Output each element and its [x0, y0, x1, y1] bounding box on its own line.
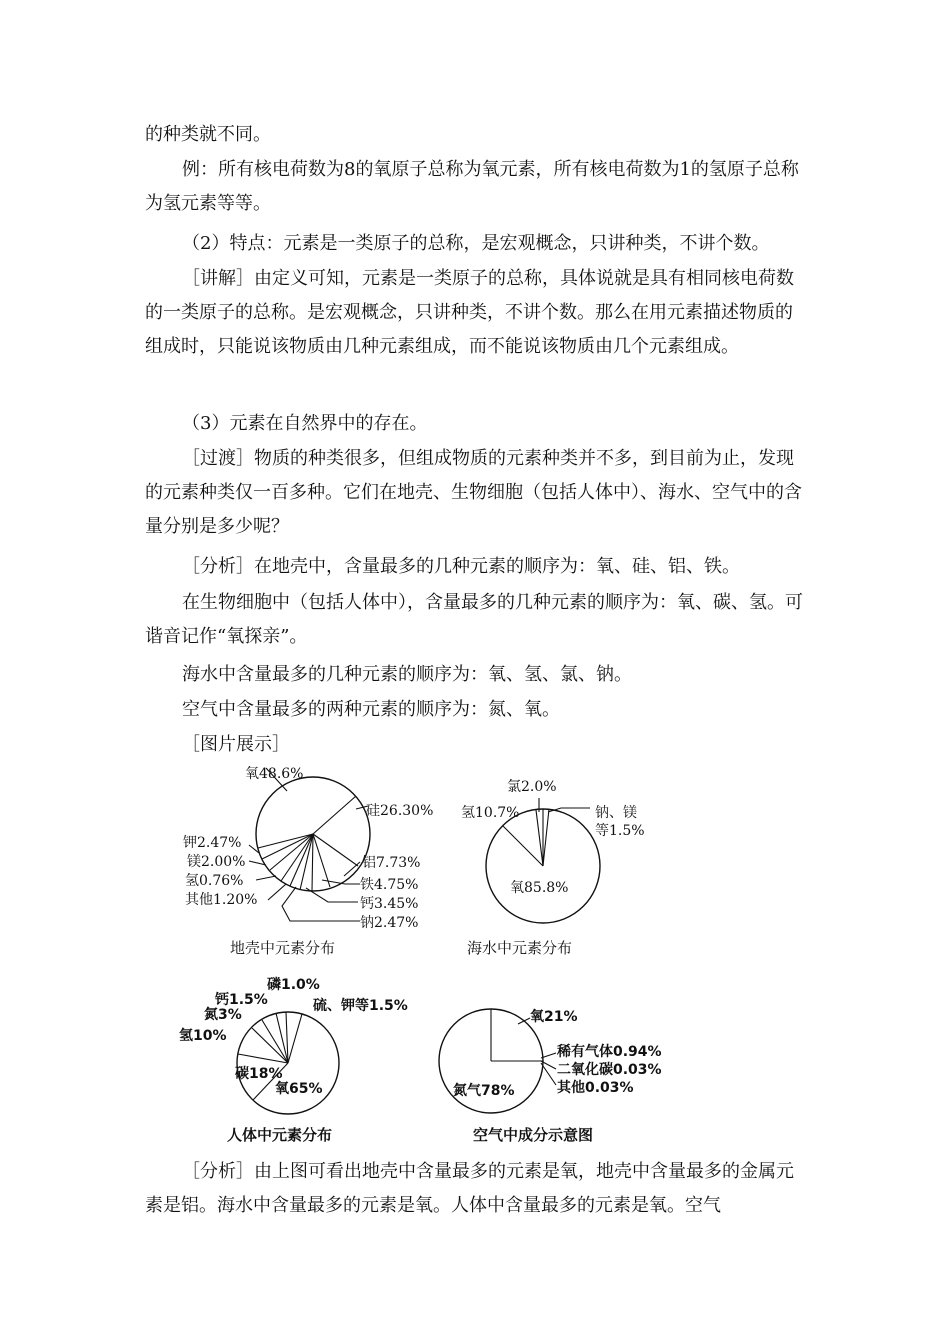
earth-label-si: 硅26.30% — [366, 803, 434, 819]
earth-crust-pie-circle — [256, 777, 370, 891]
sea-slice-line-4 — [543, 809, 549, 866]
paragraph-5: （3）元素在自然界中的存在。 — [182, 413, 428, 434]
sea-slice-line-1 — [503, 826, 543, 866]
earth-label-fe: 铁4.75% — [360, 877, 419, 893]
paragraph-2: 例：所有核电荷数为8的氧原子总称为氧元素，所有核电荷数为1的氢原子总称为氢元素等等。 — [145, 159, 799, 214]
paragraph-7: ［分析］在地壳中，含量最多的几种元素的顺序为：氧、硅、铝、铁。 — [182, 556, 740, 577]
body-slice-line-6 — [286, 1012, 288, 1063]
earth-label-k-leader — [249, 845, 259, 853]
human-body-title: 人体中元素分布 — [227, 1126, 333, 1144]
body-label-p: 磷1.0% — [267, 977, 320, 993]
earth-label-mg-leader — [249, 861, 266, 865]
paragraph-4: ［讲解］由定义可知，元素是一类原子的总称，具体说就是具有相同核电荷数的一类原子的总称。是宏观概念，只讲种类，不讲个数。那么在用元素描述物质的组成时，只能说该物质由几种元素组成，而不能说该物质由几个元素组成。 — [145, 268, 794, 357]
air-label-co2: 二氧化碳0.03% — [557, 1062, 662, 1078]
air-label-rare: 稀有气体0.94% — [557, 1044, 662, 1060]
body-label-s-k: 硫、钾等1.5% — [313, 998, 408, 1014]
paragraph-6: ［过渡］物质的种类很多，但组成物质的元素种类并不多，到目前为止，发现的元素种类仅一百多种。它们在地壳、生物细胞（包括人体中）、海水、空气中的含量分别是多少呢？ — [145, 448, 802, 537]
earth-label-h: 氢0.76% — [185, 873, 244, 889]
earth-label-ca-leader — [306, 888, 358, 902]
sea-label-na-line1: 钠、镁 — [595, 805, 637, 821]
earth-slice-al-fe-line — [313, 834, 330, 887]
body-label-h: 氢10% — [179, 1028, 227, 1044]
earth-slice-other-h-line — [281, 834, 313, 881]
sea-slice-line-2 — [536, 810, 543, 866]
earth-label-ca: 钙3.45% — [360, 896, 419, 912]
sea-label-o: 氧85.8% — [510, 880, 569, 896]
earth-slice-fe-ca-line — [312, 834, 313, 891]
air-title: 空气中成分示意图 — [473, 1126, 594, 1144]
earth-crust-title: 地壳中元素分布 — [230, 939, 336, 957]
sea-label-na-leader — [548, 808, 590, 812]
earth-label-na: 钠2.47% — [360, 915, 419, 931]
body-slice-line-3 — [252, 1028, 288, 1063]
paragraph-1: 的种类就不同。 — [145, 124, 271, 145]
body-label-n: 氮3% — [204, 1007, 242, 1023]
earth-slice-k-o-line — [258, 834, 313, 848]
sea-label-h: 氢10.7% — [461, 805, 520, 821]
body-slice-line-7 — [288, 1014, 302, 1063]
seawater-pie-circle — [486, 809, 600, 923]
closing-paragraph: ［分析］由上图可看出地壳中含量最多的元素是氧，地壳中含量最多的金属元素是铝。海水中含量最多的元素是氧。人体中含量最多的元素是氧。空气 — [145, 1161, 794, 1216]
paragraph-10: 空气中含量最多的两种元素的顺序为：氮、氧。 — [182, 699, 560, 720]
human-body-pie — [179, 976, 408, 1144]
air-label-other: 其他0.03% — [557, 1080, 634, 1096]
earth-label-al-leader — [344, 862, 360, 876]
earth-label-al: 铝7.73% — [362, 855, 421, 871]
earth-label-o: 氧48.6% — [245, 766, 304, 782]
body-slice-line-4 — [262, 1020, 288, 1063]
air-label-o2-leader — [518, 1018, 530, 1024]
earth-label-other: 其他1.20% — [185, 892, 258, 908]
air-label-o2: 氧21% — [530, 1009, 578, 1025]
body-slice-line-1 — [253, 1063, 288, 1100]
earth-label-si-leader — [356, 806, 368, 809]
earth-slice-h-mg-line — [270, 834, 313, 870]
air-label-rare-leader — [541, 1053, 556, 1058]
sea-label-na-line2: 等1.5% — [595, 823, 645, 839]
body-label-o: 氧65% — [275, 1081, 323, 1097]
earth-slice-o-si-line — [313, 796, 356, 834]
earth-label-na-leader — [282, 887, 360, 921]
earth-label-h-leader — [256, 876, 276, 880]
body-label-ca: 钙1.5% — [215, 992, 268, 1008]
earth-label-other-leader — [268, 884, 286, 900]
paragraph-8: 在生物细胞中（包括人体中），含量最多的几种元素的顺序为：氧、碳、氢。可谐音记作“氧探亲”。 — [145, 592, 803, 647]
earth-label-mg: 镁2.00% — [187, 854, 246, 870]
earth-label-o-leader — [266, 768, 287, 791]
paragraph-11: ［图片展示］ — [182, 734, 290, 755]
body-slice-line-2 — [238, 1054, 288, 1063]
earth-slice-ca-na-line — [300, 834, 313, 890]
human-body-pie-circle — [237, 1012, 339, 1114]
air-label-co2-leader — [541, 1061, 556, 1069]
body-slice-line-5 — [276, 1013, 288, 1063]
sea-label-cl: 氯2.0% — [507, 779, 557, 795]
earth-slice-mg-k-line — [262, 834, 313, 859]
seawater-pie — [461, 779, 645, 957]
earth-slice-na-other-line — [290, 834, 313, 886]
air-label-n2: 氮气78% — [453, 1083, 515, 1099]
seawater-title: 海水中元素分布 — [467, 939, 573, 957]
air-pie-circle — [439, 1009, 543, 1113]
earth-crust-pie — [183, 766, 433, 957]
earth-label-fe-leader — [322, 880, 360, 884]
paragraph-9: 海水中含量最多的几种元素的顺序为：氧、氢、氯、钠。 — [182, 664, 632, 685]
earth-slice-si-al-line — [313, 834, 358, 866]
paragraph-3: （2）特点：元素是一类原子的总称，是宏观概念，只讲种类，不讲个数。 — [182, 233, 770, 254]
air-pie — [439, 1008, 662, 1144]
air-label-other-leader — [541, 1063, 556, 1085]
body-label-c: 碳18% — [235, 1066, 283, 1082]
earth-label-k: 钾2.47% — [183, 835, 242, 851]
